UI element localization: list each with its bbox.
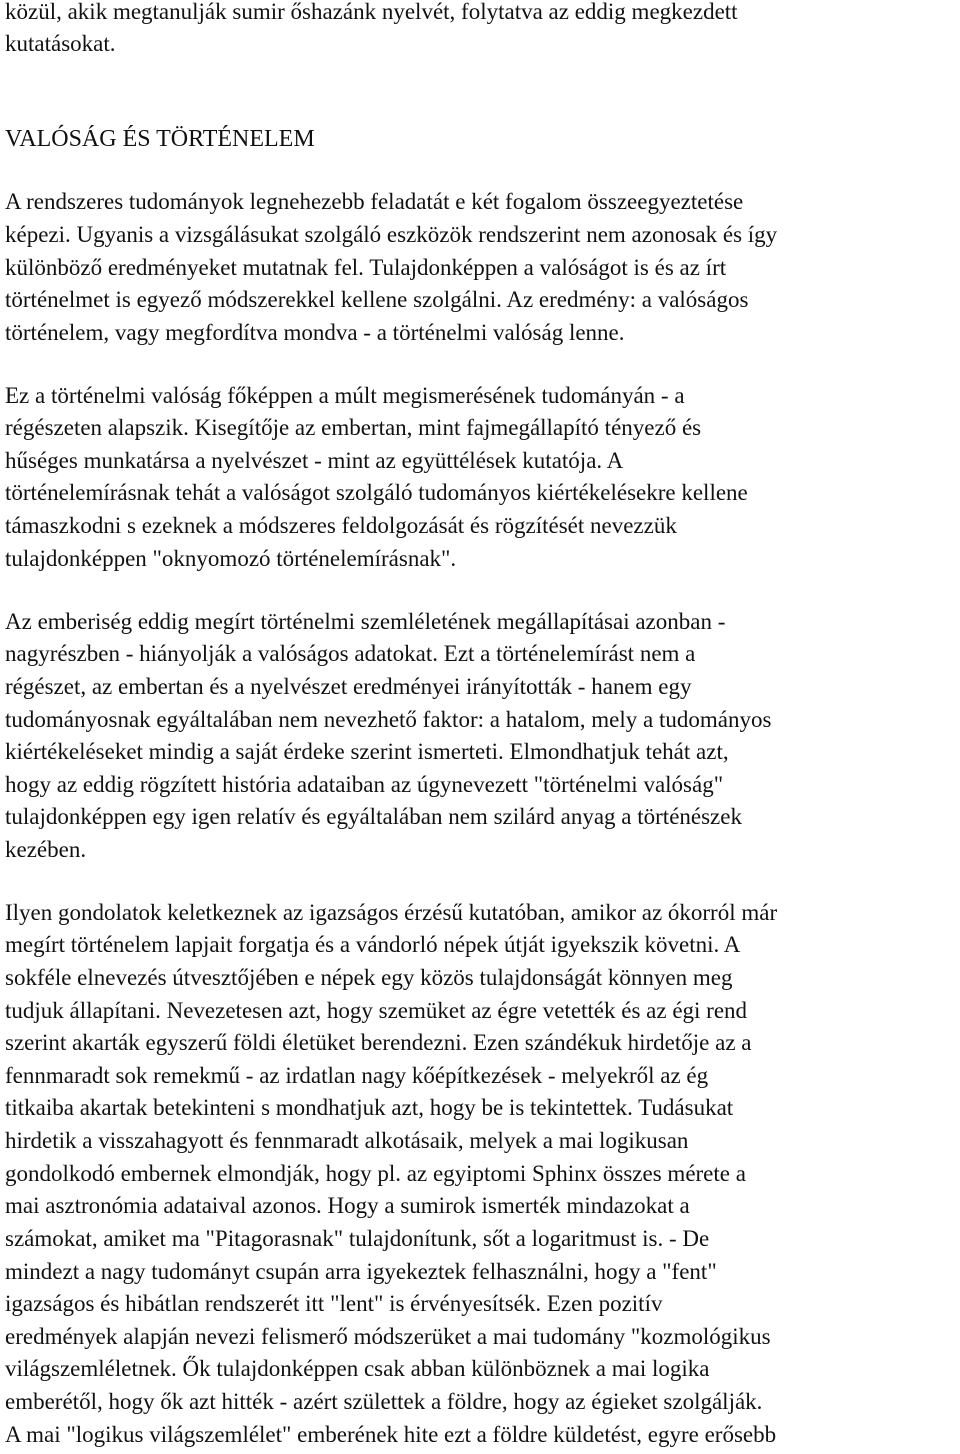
text-line: tulajdonképpen egy igen relatív és egyáltalában nem szilárd anyag a történészek xyxy=(5,804,742,829)
text-line: hogy az eddig rögzített história adataiban az úgynevezett "történelmi valóság" xyxy=(5,772,724,797)
text-line: hűséges munkatársa a nyelvészet - mint az együttélések kutatója. A xyxy=(5,448,624,473)
text-line: számokat, amiket ma "Pitagorasnak" tulajdonítunk, sőt a logaritmust is. - De xyxy=(5,1226,710,1251)
text-line: kutatásokat. xyxy=(5,31,116,56)
text-line: megírt történelem lapjait forgatja és a vándorló népek útját igyekszik követni. A xyxy=(5,932,741,957)
text-line: Ilyen gondolatok keletkeznek az igazságos érzésű kutatóban, amikor az ókorról már xyxy=(5,900,778,925)
text-line: gondolkodó embernek elmondják, hogy pl. az egyiptomi Sphinx összes mérete a xyxy=(5,1161,746,1186)
text-line: Ez a történelmi valóság főképpen a múlt megismerésének tudományán - a xyxy=(5,383,685,408)
text-line: tudományosnak egyáltalában nem nevezhető faktor: a hatalom, mely a tudományos xyxy=(5,707,772,732)
text-line: történelmet is egyező módszerekkel kellene szolgálni. Az eredmény: a valóságos xyxy=(5,287,749,312)
text-line: Az emberiség eddig megírt történelmi szemléletének megállapításai azonban - xyxy=(5,609,726,634)
section-heading: VALÓSÁG ÉS TÖRTÉNELEM xyxy=(5,126,315,152)
text-line: támaszkodni s ezeknek a módszeres feldolgozását és rögzítését nevezzük xyxy=(5,513,677,538)
text-line: nagyrészben - hiányolják a valóságos adatokat. Ezt a történelemírást nem a xyxy=(5,641,696,666)
text-line: titkaiba akartak betekinteni s mondhatjuk azt, hogy be is tekintettek. Tudásukat xyxy=(5,1095,734,1120)
text-line: sokféle elnevezés útvesztőjében e népek egy közös tulajdonságát könnyen meg xyxy=(5,965,733,990)
text-line: történelem, vagy megfordítva mondva - a történelmi valóság lenne. xyxy=(5,320,625,345)
text-line: képezi. Ugyanis a vizsgálásukat szolgáló eszközök rendszerint nem azonosak és így xyxy=(5,222,778,247)
text-line: tulajdonképpen "oknyomozó történelemírásnak". xyxy=(5,546,457,571)
text-line: hirdetik a visszahagyott és fennmaradt alkotásaik, melyek a mai logikusan xyxy=(5,1128,689,1153)
text-line: kezében. xyxy=(5,837,87,862)
text-line: szerint akarták egyszerű földi életüket berendezni. Ezen szándékuk hirdetője az a xyxy=(5,1030,752,1055)
text-line: közül, akik megtanulják sumir őshazánk nyelvét, folytatva az eddig megkezdett xyxy=(5,0,738,24)
text-line: tudjuk állapítani. Nevezetesen azt, hogy szemüket az égre vetették és az égi rend xyxy=(5,998,748,1023)
text-line: kiértékeléseket mindig a saját érdeke szerint ismerteti. Elmondhatjuk tehát azt, xyxy=(5,739,729,764)
text-line: régészet, az embertan és a nyelvészet eredményei irányították - hanem egy xyxy=(5,674,692,699)
text-line: fennmaradt sok remekmű - az irdatlan nagy kőépítkezések - melyekről az ég xyxy=(5,1063,709,1088)
text-line: mindezt a nagy tudományt csupán arra igyekeztek felhasználni, hogy a "fent" xyxy=(5,1259,717,1284)
text-line: igazságos és hibátlan rendszerét itt "lent" is érvényesítsék. Ezen pozitív xyxy=(5,1291,663,1316)
text-line: eredmények alapján nevezi felismerő módszerüket a mai tudomány "kozmológikus xyxy=(5,1324,771,1349)
text-line: történelemírásnak tehát a valóságot szolgáló tudományos kiértékelésekre kellene xyxy=(5,480,748,505)
text-line: világszemléletnek. Ők tulajdonképpen csak abban különböznek a mai logika xyxy=(5,1356,710,1381)
text-line: emberétől, hogy ők azt hitték - azért születtek a földre, hogy az égieket szolgálják. xyxy=(5,1389,763,1414)
text-line: régészeten alapszik. Kisegítője az embertan, mint fajmegállapító tényező és xyxy=(5,415,702,440)
text-line: mai asztronómia adataival azonos. Hogy a sumirok ismerték mindazokat a xyxy=(5,1193,690,1218)
text-line: A rendszeres tudományok legnehezebb feladatát e két fogalom összeegyeztetése xyxy=(5,189,744,214)
text-line: különböző eredményeket mutatnak fel. Tulajdonképpen a valóságot is és az írt xyxy=(5,255,727,280)
text-line: A mai "logikus világszemlélet" emberének hite ezt a földre küldetést, egyre erősebb xyxy=(5,1422,777,1447)
